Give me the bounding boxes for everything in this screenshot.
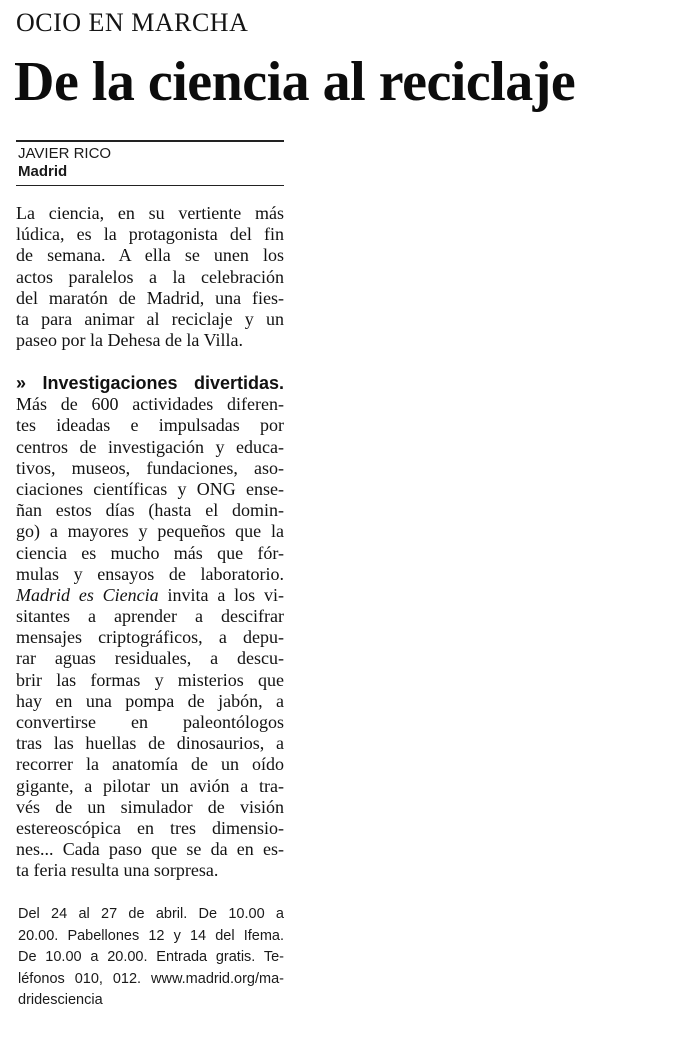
text-line: actos paralelos a la celebración [16, 266, 284, 287]
text-line: hay en una pompa de jabón, a [16, 690, 284, 711]
top-divider [16, 140, 284, 142]
text-line: ta para animar al reciclaje y un [16, 308, 284, 329]
section-label: OCIO EN MARCHA [16, 8, 249, 37]
text-line: mensajes criptográficos, a depu- [16, 627, 284, 648]
text-line: go) a mayores y pequeños que la [16, 521, 284, 542]
text-line: dridesciencia [18, 992, 103, 1008]
event-info [18, 904, 284, 1012]
text-line: tes ideadas e impulsadas por [16, 415, 284, 436]
author-byline: JAVIER RICO [18, 145, 112, 162]
text-line [16, 585, 284, 606]
text-line: tras las huellas de dinosaurios, a [16, 733, 284, 754]
location-byline: Madrid [18, 163, 68, 180]
body-paragraph [16, 373, 284, 882]
text-line: ta feria resulta una sorpresa. [16, 860, 219, 881]
text-line: ciaciones científicas y ONG ense- [16, 478, 284, 499]
text-line: del maratón de Madrid, una fies- [16, 287, 284, 308]
text-line: brir las formas y misterios que [16, 669, 284, 690]
text-line: ciencia es mucho más que fór- [16, 542, 284, 563]
text-line: léfonos 010, 012. www.madrid.org/ma- [18, 970, 284, 987]
text-line: lúdica, es la protagonista del fin [16, 224, 284, 245]
text-line: La ciencia, en su vertiente más [16, 203, 284, 223]
intro-paragraph [16, 203, 284, 351]
text-line: gigante, a pilotar un avión a tra- [16, 775, 284, 796]
text-line: convertirse en paleontólogos [16, 712, 284, 732]
text-line: vés de un simulador de visión [16, 796, 284, 817]
text-line: mulas y ensayos de laboratorio. [16, 563, 284, 584]
event-title-continuation: invita a los vi- [158, 584, 285, 605]
text-line: estereoscópica en tres dimensio- [16, 817, 284, 838]
lead-in: » Investigaciones divertidas. [16, 373, 284, 393]
event-title: Madrid es Ciencia [16, 584, 159, 605]
headline: De la ciencia al reciclaje [14, 51, 576, 113]
text-line: Más de 600 actividades diferen- [16, 394, 284, 415]
text-line: rar aguas residuales, a descu- [16, 648, 284, 669]
text-line: 20.00. Pabellones 12 y 14 del Ifema. [18, 927, 284, 944]
body-lead-in-line [16, 373, 284, 394]
text-line: recorrer la anatomía de un oído [16, 754, 284, 775]
text-line: De 10.00 a 20.00. Entrada gratis. Te- [18, 949, 284, 965]
byline-divider [16, 185, 284, 186]
text-line: ñan estos días (hasta el domin- [16, 500, 284, 521]
text-line: nes... Cada paso que se da en es- [16, 839, 284, 860]
text-line: tivos, museos, fundaciones, aso- [16, 457, 284, 478]
text-line: sitantes a aprender a descifrar [16, 606, 284, 627]
text-line: de semana. A ella se unen los [16, 245, 284, 266]
text-line: paseo por la Dehesa de la Villa. [16, 330, 244, 351]
text-line: centros de investigación y educa- [16, 436, 284, 457]
text-line: Del 24 al 27 de abril. De 10.00 a [18, 906, 284, 922]
